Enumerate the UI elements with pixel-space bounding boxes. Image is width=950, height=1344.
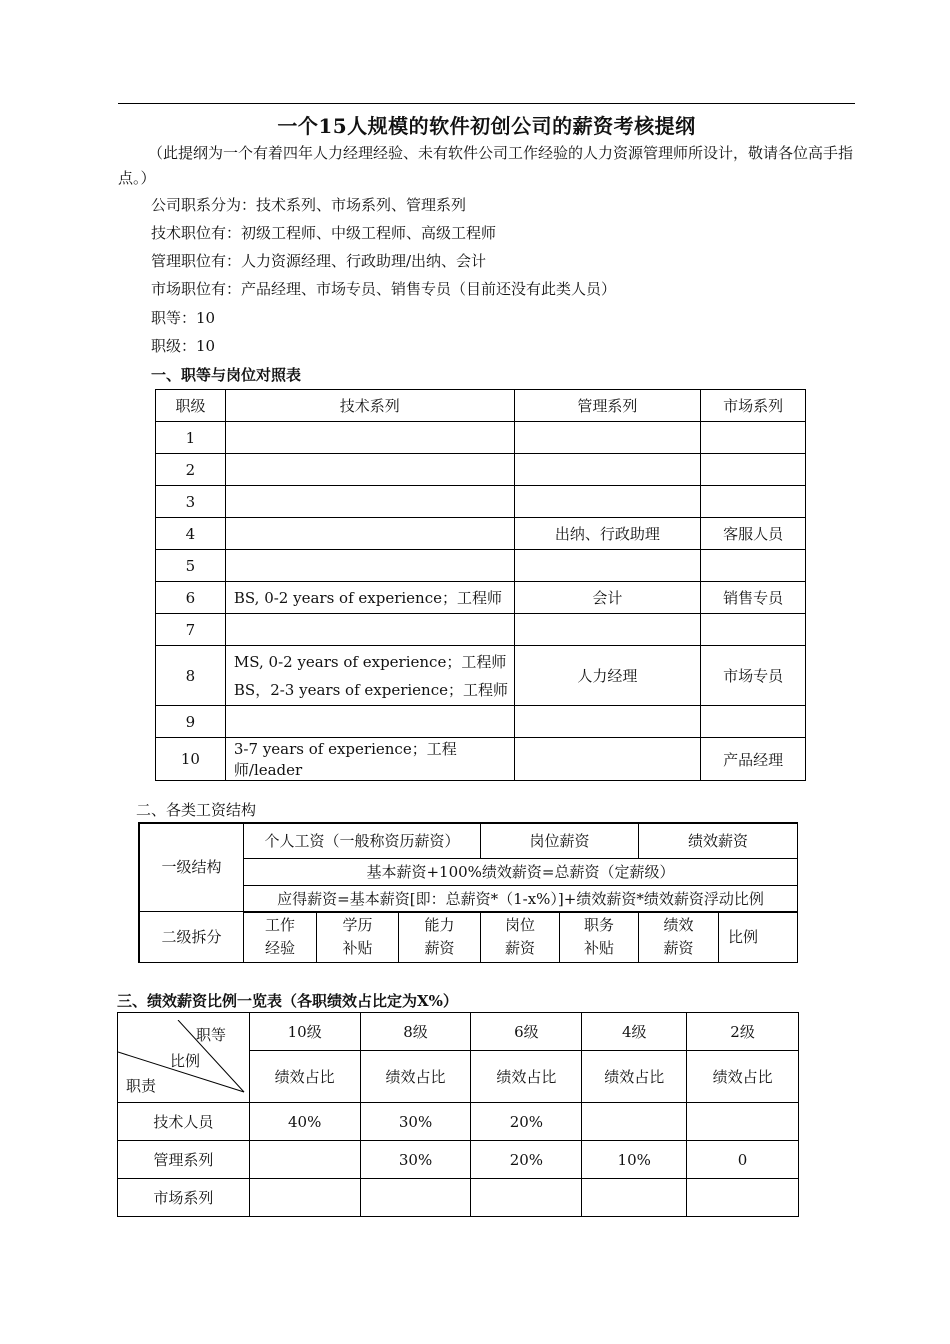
split-line: 学历 — [342, 916, 373, 934]
grade-position-table — [155, 389, 806, 781]
duty-name: 技术人员 — [118, 1103, 250, 1141]
split-ability-salary — [398, 911, 481, 963]
table-row — [156, 550, 806, 582]
section1-heading: 一、职等与岗位对照表 — [151, 366, 302, 384]
grade-count-line: 职等：10 — [151, 309, 216, 327]
table-row — [118, 1141, 799, 1179]
level-cell: 8 — [156, 646, 226, 706]
ratio-value: 20% — [471, 1141, 582, 1179]
ratio-value — [360, 1179, 471, 1217]
split-ratio: 比例 — [718, 911, 798, 963]
split-line: 经验 — [264, 939, 295, 957]
mgmt-cell — [514, 550, 701, 582]
ratio-value: 20% — [471, 1103, 582, 1141]
corner-grade-label: 职等 — [196, 1025, 227, 1044]
split-line: 补贴 — [342, 939, 373, 957]
split-line: 工作 — [264, 916, 295, 934]
mgmt-cell — [514, 706, 701, 738]
document-title: 一个15人规模的软件初创公司的薪资考核提纲 — [277, 114, 696, 138]
salary-structure-table — [138, 822, 798, 963]
table-header-row — [156, 390, 806, 422]
ratio-value: 30% — [360, 1103, 471, 1141]
split-education-allowance — [316, 911, 399, 963]
level-cell: 3 — [156, 486, 226, 518]
ratio-label: 绩效占比 — [471, 1051, 582, 1103]
market-cell: 市场专员 — [701, 646, 806, 706]
level-cell: 4 — [156, 518, 226, 550]
intro-note: （此提纲为一个有着四年人力经理经验、未有软件公司工作经验的人力资源管理师所设计，敬请各位高手指点。） — [118, 144, 854, 187]
ratio-label: 绩效占比 — [687, 1051, 799, 1103]
table-row — [118, 1179, 799, 1217]
level-cell: 2 — [156, 454, 226, 486]
level-cell: 5 — [156, 550, 226, 582]
header-cell: 市场系列 — [701, 390, 806, 422]
tech-cell: 3-7 years of experience；工程师/leader — [225, 738, 514, 781]
ratio-value — [582, 1103, 687, 1141]
tech-cell — [225, 550, 514, 582]
grade-header: 2级 — [687, 1013, 799, 1051]
mgmt-cell — [514, 614, 701, 646]
header-cell: 技术系列 — [225, 390, 514, 422]
mgmt-cell: 出纳、行政助理 — [514, 518, 701, 550]
mgmt-cell — [514, 486, 701, 518]
grade-header-row — [118, 1013, 799, 1051]
market-cell — [701, 454, 806, 486]
level2-label: 二级拆分 — [139, 911, 244, 963]
ratio-label: 绩效占比 — [360, 1051, 471, 1103]
level-cell: 7 — [156, 614, 226, 646]
split-post-salary — [480, 911, 560, 963]
duty-name: 管理系列 — [118, 1141, 250, 1179]
ratio-value — [249, 1141, 360, 1179]
mgmt-cell: 会计 — [514, 582, 701, 614]
split-line: 岗位 — [504, 916, 535, 934]
ratio-value — [687, 1179, 799, 1217]
level-cell: 1 — [156, 422, 226, 454]
section3-heading: 三、绩效薪资比例一览表（各职绩效占比定为X%） — [117, 992, 458, 1010]
ratio-value: 0 — [687, 1141, 799, 1179]
header-cell: 管理系列 — [514, 390, 701, 422]
formula-total-cell: 基本薪资+100%绩效薪资=总薪资（定薪级） — [243, 858, 798, 886]
diagonal-header-cell — [118, 1013, 250, 1103]
split-line: 职务 — [583, 916, 614, 934]
market-cell — [701, 614, 806, 646]
tech-cell-line: MS, 0-2 years of experience；工程师 — [233, 652, 507, 671]
post-salary-cell: 岗位薪资 — [480, 823, 639, 859]
split-line: 能力 — [424, 916, 455, 934]
performance-ratio-table — [117, 1012, 799, 1217]
performance-salary-cell: 绩效薪资 — [638, 823, 798, 859]
ratio-label: 绩效占比 — [249, 1051, 360, 1103]
market-cell: 产品经理 — [701, 738, 806, 781]
grade-header: 8级 — [360, 1013, 471, 1051]
tech-cell — [225, 454, 514, 486]
header-rule — [118, 103, 855, 104]
split-duty-allowance — [559, 911, 639, 963]
ratio-value: 30% — [360, 1141, 471, 1179]
ratio-value — [471, 1179, 582, 1217]
table-row — [118, 1103, 799, 1141]
tech-cell — [225, 706, 514, 738]
tech-cell — [225, 646, 514, 706]
tech-cell — [225, 422, 514, 454]
table-row — [156, 646, 806, 706]
split-performance-salary — [638, 911, 719, 963]
market-cell: 销售专员 — [701, 582, 806, 614]
market-cell — [701, 422, 806, 454]
personal-salary-cell: 个人工资（一般称资历薪资） — [243, 823, 481, 859]
grade-header: 10级 — [249, 1013, 360, 1051]
corner-ratio-label: 比例 — [170, 1051, 201, 1070]
split-work-experience — [243, 911, 317, 963]
tech-cell: BS, 0-2 years of experience；工程师 — [225, 582, 514, 614]
tech-positions-line: 技术职位有：初级工程师、中级工程师、高级工程师 — [151, 224, 497, 242]
level-cell: 9 — [156, 706, 226, 738]
tech-cell — [225, 614, 514, 646]
level-cell: 10 — [156, 738, 226, 781]
duty-name: 市场系列 — [118, 1179, 250, 1217]
table-row — [156, 518, 806, 550]
ratio-value: 40% — [249, 1103, 360, 1141]
ratio-value — [249, 1179, 360, 1217]
ratio-label: 绩效占比 — [582, 1051, 687, 1103]
section2-heading: 二、各类工资结构 — [136, 801, 257, 819]
ratio-value: 10% — [582, 1141, 687, 1179]
split-line: 绩效 — [663, 916, 694, 934]
job-series-line: 公司职系分为：技术系列、市场系列、管理系列 — [151, 196, 467, 214]
level-cell: 6 — [156, 582, 226, 614]
tech-cell — [225, 518, 514, 550]
table-row — [156, 706, 806, 738]
table-row — [156, 422, 806, 454]
ratio-value — [582, 1179, 687, 1217]
mgmt-cell — [514, 738, 701, 781]
grade-header: 4级 — [582, 1013, 687, 1051]
tech-cell — [225, 486, 514, 518]
split-line: 薪资 — [504, 939, 535, 957]
mgmt-positions-line: 管理职位有：人力资源经理、行政助理/出纳、会计 — [151, 252, 487, 270]
split-line: 薪资 — [424, 939, 455, 957]
table-row — [156, 454, 806, 486]
grade-header: 6级 — [471, 1013, 582, 1051]
level-count-line: 职级：10 — [151, 337, 216, 355]
split-line: 补贴 — [583, 939, 614, 957]
market-positions-line: 市场职位有：产品经理、市场专员、销售专员（目前还没有此类人员） — [151, 280, 617, 298]
table-row — [156, 486, 806, 518]
mgmt-cell: 人力经理 — [514, 646, 701, 706]
mgmt-cell — [514, 422, 701, 454]
table-row — [156, 614, 806, 646]
formula-payable-cell: 应得薪资=基本薪资[即：总薪资*（1-x%）]+绩效薪资*绩效薪资浮动比例 — [243, 885, 798, 913]
header-cell: 职级 — [156, 390, 226, 422]
table-row — [156, 738, 806, 781]
market-cell — [701, 706, 806, 738]
market-cell — [701, 550, 806, 582]
level1-label: 一级结构 — [139, 823, 244, 912]
ratio-value — [687, 1103, 799, 1141]
market-cell — [701, 486, 806, 518]
market-cell: 客服人员 — [701, 518, 806, 550]
mgmt-cell — [514, 454, 701, 486]
split-line: 薪资 — [663, 939, 694, 957]
tech-cell-line: BS，2-3 years of experience；工程师 — [233, 680, 508, 699]
corner-duty-label: 职责 — [126, 1076, 157, 1095]
diagonal-header — [118, 1020, 249, 1096]
table-row — [156, 582, 806, 614]
